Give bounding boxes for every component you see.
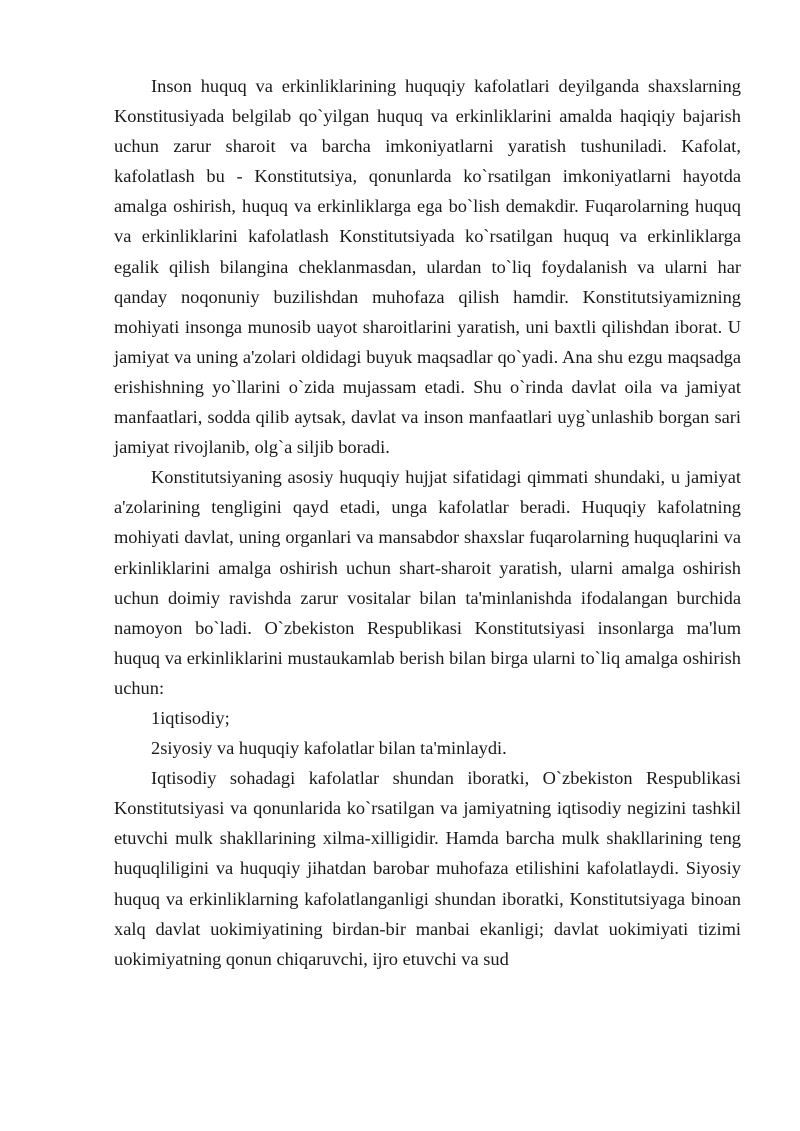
list-item-2: 2siyosiy va huquqiy kafolatlar bilan ta'minlaydi. [151, 738, 507, 759]
paragraph-2: Konstitutsiyaning asosiy huquqiy hujjat sifatidagi qimmati shundaki, u jamiyat a'zolarining tengligini qayd etadi, unga kafolatlar beradi. Huquqiy kafolatning mohiyati davlat, uning organlari va mansabdor shaxslar fuqarolarning huquqlarini va erkinliklarini amalga oshirish uchun shart-sharoit yaratish, ularni amalga oshirish uchun doimiy ravishda zarur vositalar bilan ta'minlanishda ifodalangan burchida namoyon bo`ladi. O`zbekiston Respublikasi Konstitutsiyasi insonlarga ma'lum huquq va erkinliklarini mustaukamlab berish bilan birga ularni to`liq amalga oshirish uchun: [114, 467, 741, 698]
paragraph-1: Inson huquq va erkinliklarining huquqiy kafolatlari deyilganda shaxslarning Konstitusiyada belgilab qo`yilgan huquq va erkinliklarini amalda haqiqiy bajarish uchun zarur sharoit va barcha imkoniyatlarni yaratish tushuniladi. Kafolat, kafolatlash bu - Konstitutsiya, qonunlarda ko`rsatilgan imkoniyatlarni hayotda amalga oshirish, huquq va erkinliklarga ega bo`lish demakdir. Fuqarolarning huquq va erkinliklarini kafolatlash Konstitutsiyada ko`rsatilgan huquq va erkinliklarga egalik qilish bilangina cheklanmasdan, ulardan to`liq foydalanish va ularni har qanday noqonuniy buzilishdan muhofaza qilish hamdir. Konstitutsiyamizning mohiyati insonga munosib uayot sharoitlarini yaratish, uni baxtli qilishdan iborat. U jamiyat va uning a'zolari oldidagi buyuk maqsadlar qo`yadi. Ana shu ezgu maqsadga erishishning yo`llarini o`zida mujassam etadi. Shu o`rinda davlat oila va jamiyat manfaatlari, sodda qilib aytsak, davlat va inson manfaatlari uyg`unlashib borgan sari jamiyat rivojlanib, olg`a siljib boradi. [114, 76, 741, 458]
document-page [114, 71, 741, 974]
list-item-1: 1iqtisodiy; [151, 707, 230, 728]
paragraph-3: Iqtisodiy sohadagi kafolatlar shundan iboratki, O`zbekiston Respublikasi Konstitutsiyasi va qonunlarida ko`rsatilgan va jamiyatning iqtisodiy negizini tashkil etuvchi mulk shakllarining xilma-xilligidir. Hamda barcha mulk shakllarining teng huquqliligini va huquqiy jihatdan barobar muhofaza etilishini kafolatlaydi. Siyosiy huquq va erkinliklarning kafolatlanganligi shundan iboratki, Konstitutsiyaga binoan xalq davlat uokimiyatining birdan-bir manbai ekanligi; davlat uokimiyati tizimi uokimiyatning qonun chiqaruvchi, ijro etuvchi va sud [114, 768, 741, 969]
